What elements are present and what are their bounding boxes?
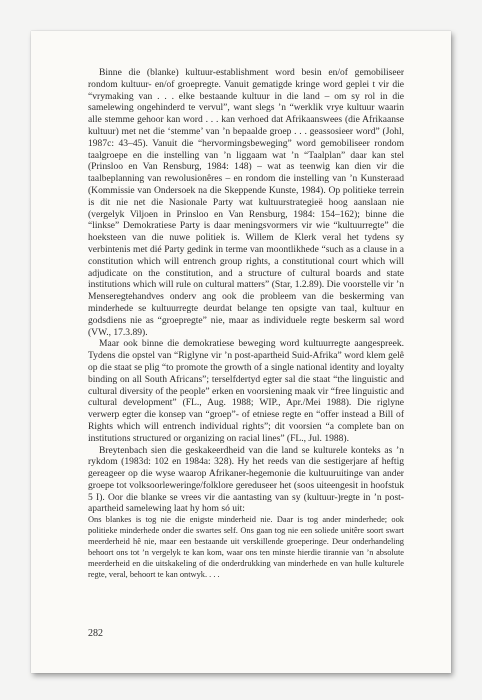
paragraph-3: Breytenbach sien die geskakeerdheid van die land se kulturele konteks as ’n rykdom (1983d: 102 en 1984a: 328). Hy het reeds van die sestigerjare af heftig gereageer op die wyse waarop Afrikaner-hegemonie die kultuuruitinge van ander groepe tot volksoorleweringe/folklore gereduseer het (soos uiteengesit in hoofstuk 5 I). Oor die blanke se vrees vir die aantasting van sy (kultuur-)regte in ’n post-apartheid samelewing laat hy hom só uit: [88,444,404,515]
book-page [31,31,451,673]
body-text [88,67,404,581]
page-number: 282 [88,628,103,639]
paragraph-2: Maar ook binne die demokratiese beweging word kultuurregte aangespreek. Tydens die opstel van “Riglyne vir ’n post-apartheid Suid-Afrika” word klem gelê op die staat se plig “to promote the growth of a single national identity and loyalty binding on all South Africans”; terselfdertyd egter sal die staat “the linguistic and cultural diversity of the people” erken en voorsiening maak vir “free linguistic and cultural development” (FL., Aug. 1988; WIP., Apr./Mei 1988). Die riglyne verwerp egter die konsep van “groep”- of etniese regte en “offer instead a Bill of Rights which will entrench individual rights”; dit voorsien “a complete ban on institutions structured or organizing on racial lines” (FL., Jul. 1988). [88,338,404,444]
block-quote: Ons blankes is tog nie die enigste minderheid nie. Daar is tog ander minderhede; ook politieke minderhede onder die swartes self. Ons gaan tog nie een soliede unitêre soort swart meerderheid hê nie, maar een bestaande uit verskillende groeperinge. Deur onderhandeling behoort ons tot ’n vergelyk te kan kom, waar ons ten minste hierdie tirannie van ’n absolute meerderheid en die uitskakeling of die onderdrukking van minderhede en van hulle kulturele regte, veral, behoort te kan ontwyk. . . . [88,515,404,579]
paragraph-1: Binne die (blanke) kultuur-establishment word besin en/of gemobiliseer rondom kultuur- en/of groepregte. Vanuit gematigde kringe word geplei t vir die “vrymaking van . . . elke bestaande kultuur in die land – om sy rol in die samelewing ongehinderd te vervul”, want slegs ’n “werklik vrye kultuur waarin alle stemme gehoor kan word . . . kan verhoed dat Afrikaanswees (die Afrikaanse kultuur) met net die ‘stemme’ van ’n bepaalde groep . . . geassosieer word” (Johl, 1987c: 43–45). Vanuit die “hervormingsbeweging” word gemobiliseer rondom taalgroepe en die instelling van ’n liggaam wat ’n “Taalplan” daar kan stel (Prinsloo en Van Rensburg, 1984: 148) – wat as teenwig kan dien vir die taalbeplanning van rewolusionêres – en rondom die instelling van ’n Kunsteraad (Kommissie van Ondersoek na die Skeppende Kunste, 1984). Op politieke terrein is dit nie net die Nasionale Party wat kultuurstrategieë hoog aanslaan nie (vergelyk Viljoen in Prinsloo en Van Rensburg, 1984: 154–162); binne die “linkse” Demokratiese Party is daar meningsvormers vir wie “kultuurregte” die hoeksteen van die nuwe politiek is. Willem de Klerk veral het tydens sy verbintenis met dié Party gedink in terme van moontlikhede “such as a clause in a constitution which will entrench group rights, a constitutional court which will adjudicate on the constitution, and a structure of cultural boards and state institutions which will rule on cultural matters” (Star, 1.2.89). Die voorstelle vir ’n Menseregtehandves onderv ang ook die probleem van die beskerming van minderhede se kultuurregte deurdat belange ten opsigte van taal, kultuur en godsdiens nie as “groepregte” nie, maar as individuele regte beskerm sal word (VW., 17.3.89). [88,67,404,338]
